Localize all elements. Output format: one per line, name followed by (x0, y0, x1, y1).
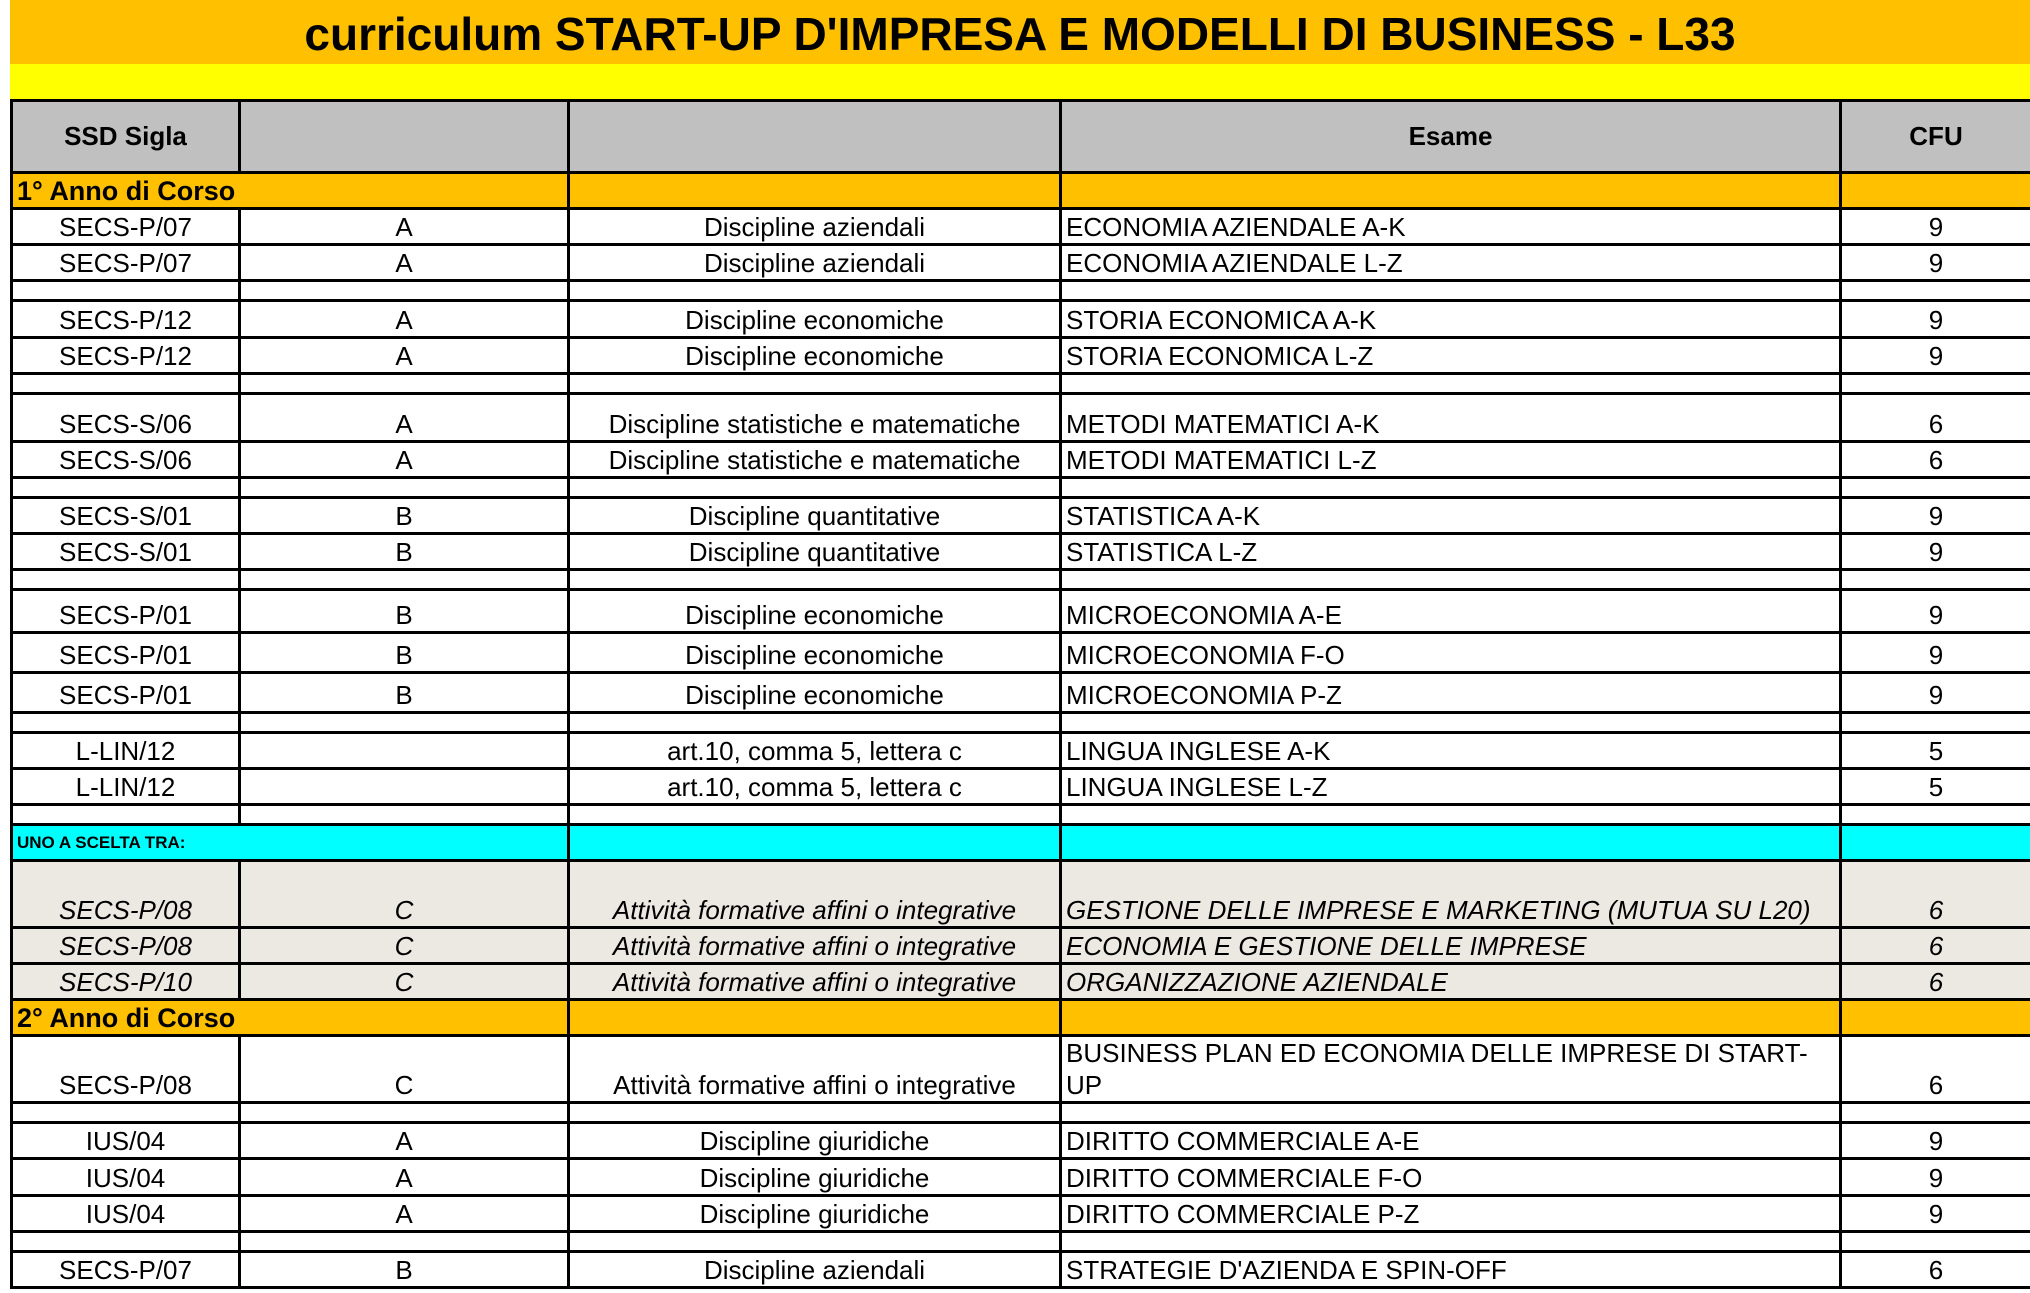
cell-ambito: Discipline statistiche e matematiche (569, 393, 1061, 441)
table-row (12, 1035, 2030, 1102)
spacer-row (12, 1103, 2030, 1123)
cell-ssd: SECS-S/06 (12, 441, 240, 477)
table-row (12, 672, 2030, 712)
empty-cell (1841, 373, 2030, 393)
header-ssd: SSD Sigla (12, 101, 240, 173)
cell-cfu: 6 (1841, 1251, 2030, 1287)
table-row (12, 632, 2030, 672)
empty-cell (240, 1103, 569, 1123)
empty-cell (1841, 712, 2030, 732)
cell-esame: ECONOMIA AZIENDALE A-K (1061, 209, 1841, 245)
cell-ssd: SECS-P/07 (12, 209, 240, 245)
cell-sigla: A (240, 1195, 569, 1231)
cell-esame: MICROECONOMIA A-E (1061, 590, 1841, 632)
table-row (12, 245, 2030, 281)
section-row (12, 173, 2030, 209)
header-sigla (240, 101, 569, 173)
empty-cell (240, 373, 569, 393)
empty-cell (1841, 1231, 2030, 1251)
empty-cell (1841, 570, 2030, 590)
cell-ambito: Discipline economiche (569, 337, 1061, 373)
cell-cfu: 5 (1841, 769, 2030, 805)
empty-cell (569, 373, 1061, 393)
cell-ssd: SECS-P/08 (12, 927, 240, 963)
empty-cell (1841, 281, 2030, 301)
cell-cfu: 6 (1841, 927, 2030, 963)
cell-sigla: B (240, 534, 569, 570)
empty-cell (240, 570, 569, 590)
empty-cell (1061, 570, 1841, 590)
cell-cfu: 9 (1841, 534, 2030, 570)
cell-esame: METODI MATEMATICI L-Z (1061, 441, 1841, 477)
cell-ambito: Discipline economiche (569, 301, 1061, 337)
cell-ambito: Attività formative affini o integrative (569, 1035, 1061, 1102)
section-label: 1° Anno di Corso (12, 173, 569, 209)
cell-esame: STORIA ECONOMICA L-Z (1061, 337, 1841, 373)
section-cell (569, 825, 1061, 861)
curriculum-table (10, 99, 2030, 1289)
table-row (12, 1251, 2030, 1287)
empty-cell (1061, 805, 1841, 825)
cell-ambito: Discipline quantitative (569, 534, 1061, 570)
table-row (12, 732, 2030, 768)
cell-ssd: L-LIN/12 (12, 732, 240, 768)
cell-ssd: L-LIN/12 (12, 769, 240, 805)
cell-ambito: Discipline giuridiche (569, 1159, 1061, 1195)
cell-ssd: SECS-S/06 (12, 393, 240, 441)
spacer-row (12, 281, 2030, 301)
cell-cfu: 6 (1841, 393, 2030, 441)
spacer-row (12, 478, 2030, 498)
cell-ambito: Attività formative affini o integrative (569, 927, 1061, 963)
cell-ambito: Attività formative affini o integrative (569, 963, 1061, 999)
table-row (12, 1159, 2030, 1195)
cell-ssd: SECS-P/01 (12, 672, 240, 712)
cell-sigla: B (240, 1251, 569, 1287)
empty-cell (1061, 712, 1841, 732)
empty-cell (569, 805, 1061, 825)
cell-sigla: A (240, 393, 569, 441)
cell-sigla: B (240, 590, 569, 632)
cell-ssd: IUS/04 (12, 1195, 240, 1231)
cell-ambito: Discipline economiche (569, 632, 1061, 672)
empty-cell (569, 281, 1061, 301)
table-body (12, 173, 2030, 1288)
cell-ssd: SECS-P/01 (12, 590, 240, 632)
cell-cfu: 9 (1841, 337, 2030, 373)
cell-ambito: art.10, comma 5, lettera c (569, 769, 1061, 805)
cell-ambito: Discipline aziendali (569, 245, 1061, 281)
empty-cell (569, 1231, 1061, 1251)
cell-ambito: Discipline economiche (569, 672, 1061, 712)
table-row (12, 927, 2030, 963)
empty-cell (1061, 478, 1841, 498)
empty-cell (12, 805, 240, 825)
cell-cfu: 9 (1841, 590, 2030, 632)
section-label: 2° Anno di Corso (12, 999, 569, 1035)
cell-esame: ORGANIZZAZIONE AZIENDALE (1061, 963, 1841, 999)
cell-sigla: B (240, 632, 569, 672)
yellow-band (10, 64, 2030, 99)
cell-sigla: C (240, 1035, 569, 1102)
cell-ssd: SECS-P/12 (12, 337, 240, 373)
table-row (12, 769, 2030, 805)
table-row (12, 534, 2030, 570)
table-row (12, 209, 2030, 245)
cell-sigla: A (240, 301, 569, 337)
cell-sigla (240, 769, 569, 805)
table-row (12, 441, 2030, 477)
cell-esame: DIRITTO COMMERCIALE A-E (1061, 1123, 1841, 1159)
empty-cell (12, 478, 240, 498)
spacer-row (12, 570, 2030, 590)
table-row (12, 337, 2030, 373)
cell-esame: MICROECONOMIA P-Z (1061, 672, 1841, 712)
section-row (12, 999, 2030, 1035)
empty-cell (569, 712, 1061, 732)
choice-label: UNO A SCELTA TRA: (12, 825, 569, 861)
cell-ambito: Discipline giuridiche (569, 1195, 1061, 1231)
choice-row (12, 825, 2030, 861)
cell-ambito: Discipline aziendali (569, 1251, 1061, 1287)
cell-esame: MICROECONOMIA F-O (1061, 632, 1841, 672)
cell-esame: LINGUA INGLESE L-Z (1061, 769, 1841, 805)
empty-cell (1841, 1103, 2030, 1123)
cell-sigla: B (240, 498, 569, 534)
cell-cfu: 6 (1841, 1035, 2030, 1102)
table-row (12, 1195, 2030, 1231)
cell-ssd: SECS-P/07 (12, 1251, 240, 1287)
cell-cfu: 9 (1841, 245, 2030, 281)
section-cell (1061, 999, 1841, 1035)
header-esame: Esame (1061, 101, 1841, 173)
cell-sigla: A (240, 337, 569, 373)
cell-ssd: SECS-P/12 (12, 301, 240, 337)
empty-cell (240, 478, 569, 498)
empty-cell (1841, 478, 2030, 498)
cell-esame: METODI MATEMATICI A-K (1061, 393, 1841, 441)
cell-esame: BUSINESS PLAN ED ECONOMIA DELLE IMPRESE DI START-UP (1061, 1035, 1841, 1102)
cell-cfu: 9 (1841, 1195, 2030, 1231)
cell-esame: LINGUA INGLESE A-K (1061, 732, 1841, 768)
section-cell (1841, 999, 2030, 1035)
table-row (12, 301, 2030, 337)
empty-cell (12, 1231, 240, 1251)
empty-cell (1061, 373, 1841, 393)
table-row (12, 963, 2030, 999)
empty-cell (569, 1103, 1061, 1123)
table-row (12, 590, 2030, 632)
spacer-row (12, 373, 2030, 393)
cell-esame: STRATEGIE D'AZIENDA E SPIN-OFF (1061, 1251, 1841, 1287)
empty-cell (240, 712, 569, 732)
empty-cell (569, 570, 1061, 590)
table-row (12, 393, 2030, 441)
cell-ssd: IUS/04 (12, 1159, 240, 1195)
cell-sigla: A (240, 245, 569, 281)
empty-cell (240, 281, 569, 301)
cell-esame: GESTIONE DELLE IMPRESE E MARKETING (MUTUA SU L20) (1061, 861, 1841, 927)
cell-ambito: Discipline quantitative (569, 498, 1061, 534)
cell-cfu: 9 (1841, 1123, 2030, 1159)
cell-ssd: SECS-S/01 (12, 498, 240, 534)
empty-cell (240, 1231, 569, 1251)
cell-ssd: IUS/04 (12, 1123, 240, 1159)
cell-ambito: Attività formative affini o integrative (569, 861, 1061, 927)
header-cfu: CFU (1841, 101, 2030, 173)
table-row (12, 861, 2030, 927)
cell-cfu: 6 (1841, 861, 2030, 927)
cell-cfu: 5 (1841, 732, 2030, 768)
cell-ambito: Discipline statistiche e matematiche (569, 441, 1061, 477)
cell-ambito: art.10, comma 5, lettera c (569, 732, 1061, 768)
cell-ambito: Discipline economiche (569, 590, 1061, 632)
empty-cell (12, 373, 240, 393)
cell-esame: STATISTICA L-Z (1061, 534, 1841, 570)
section-cell (569, 999, 1061, 1035)
cell-cfu: 9 (1841, 1159, 2030, 1195)
cell-esame: ECONOMIA AZIENDALE L-Z (1061, 245, 1841, 281)
empty-cell (12, 712, 240, 732)
cell-ssd: SECS-P/08 (12, 861, 240, 927)
empty-cell (1061, 1103, 1841, 1123)
section-cell (1841, 173, 2030, 209)
cell-esame: DIRITTO COMMERCIALE F-O (1061, 1159, 1841, 1195)
cell-cfu: 9 (1841, 209, 2030, 245)
cell-esame: STATISTICA A-K (1061, 498, 1841, 534)
cell-sigla: B (240, 672, 569, 712)
empty-cell (1841, 805, 2030, 825)
cell-ssd: SECS-P/01 (12, 632, 240, 672)
header-ambito (569, 101, 1061, 173)
spacer-row (12, 805, 2030, 825)
page-title: curriculum START-UP D'IMPRESA E MODELLI DI BUSINESS - L33 (10, 0, 2030, 64)
cell-sigla: C (240, 861, 569, 927)
cell-cfu: 9 (1841, 632, 2030, 672)
cell-ssd: SECS-P/08 (12, 1035, 240, 1102)
cell-cfu: 9 (1841, 672, 2030, 712)
cell-sigla: A (240, 441, 569, 477)
cell-cfu: 6 (1841, 441, 2030, 477)
cell-cfu: 9 (1841, 301, 2030, 337)
cell-ssd: SECS-P/07 (12, 245, 240, 281)
table-row (12, 498, 2030, 534)
cell-ambito: Discipline giuridiche (569, 1123, 1061, 1159)
cell-esame: ECONOMIA E GESTIONE DELLE IMPRESE (1061, 927, 1841, 963)
empty-cell (12, 281, 240, 301)
table-row (12, 1123, 2030, 1159)
cell-ambito: Discipline aziendali (569, 209, 1061, 245)
empty-cell (569, 478, 1061, 498)
cell-ssd: SECS-P/10 (12, 963, 240, 999)
cell-cfu: 6 (1841, 963, 2030, 999)
section-cell (1061, 825, 1841, 861)
cell-esame: STORIA ECONOMICA A-K (1061, 301, 1841, 337)
spacer-row (12, 1231, 2030, 1251)
section-cell (1841, 825, 2030, 861)
cell-sigla: C (240, 963, 569, 999)
cell-sigla: C (240, 927, 569, 963)
empty-cell (12, 570, 240, 590)
section-cell (569, 173, 1061, 209)
cell-sigla: A (240, 209, 569, 245)
empty-cell (240, 805, 569, 825)
header-row (12, 101, 2030, 173)
cell-sigla: A (240, 1159, 569, 1195)
cell-sigla (240, 732, 569, 768)
cell-sigla: A (240, 1123, 569, 1159)
spacer-row (12, 712, 2030, 732)
cell-cfu: 9 (1841, 498, 2030, 534)
cell-ssd: SECS-S/01 (12, 534, 240, 570)
cell-esame: DIRITTO COMMERCIALE P-Z (1061, 1195, 1841, 1231)
empty-cell (1061, 1231, 1841, 1251)
empty-cell (1061, 281, 1841, 301)
section-cell (1061, 173, 1841, 209)
empty-cell (12, 1103, 240, 1123)
